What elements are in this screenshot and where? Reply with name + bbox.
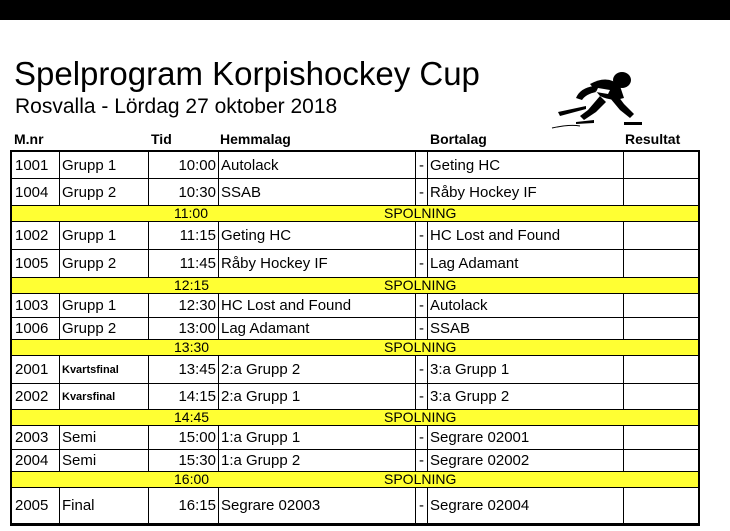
top-bar bbox=[0, 0, 730, 20]
break-time: 14:45 bbox=[174, 409, 210, 425]
break-row bbox=[12, 278, 698, 294]
header-result: Resultat bbox=[625, 131, 681, 147]
match-group: Kvarsfinal bbox=[60, 384, 149, 410]
result-cell bbox=[624, 222, 698, 250]
separator-dash: - bbox=[416, 356, 428, 384]
result-cell bbox=[624, 488, 698, 524]
match-number: 1002 bbox=[12, 222, 60, 250]
separator-dash: - bbox=[416, 318, 428, 340]
match-time: 11:15 bbox=[149, 222, 219, 250]
match-number: 2003 bbox=[12, 426, 60, 450]
match-number: 1006 bbox=[12, 318, 60, 340]
result-cell bbox=[624, 384, 698, 410]
break-label: SPOLNING bbox=[384, 277, 457, 293]
separator-dash: - bbox=[416, 450, 428, 472]
home-team: SSAB bbox=[219, 179, 416, 206]
match-group: Kvartsfinal bbox=[60, 356, 149, 384]
match-group: Grupp 2 bbox=[60, 179, 149, 206]
match-time: 15:30 bbox=[149, 450, 219, 472]
match-row bbox=[12, 152, 698, 179]
match-number: 2002 bbox=[12, 384, 60, 410]
match-time: 10:00 bbox=[149, 152, 219, 179]
hockey-player-icon bbox=[550, 66, 650, 130]
match-number: 2004 bbox=[12, 450, 60, 472]
separator-dash: - bbox=[416, 488, 428, 524]
match-row bbox=[12, 294, 698, 318]
result-cell bbox=[624, 152, 698, 179]
match-group: Grupp 1 bbox=[60, 152, 149, 179]
page-subtitle: Rosvalla - Lördag 27 oktober 2018 bbox=[15, 95, 338, 118]
match-row bbox=[12, 384, 698, 410]
away-team: Lag Adamant bbox=[428, 250, 624, 278]
separator-dash: - bbox=[416, 294, 428, 318]
match-group: Grupp 1 bbox=[60, 222, 149, 250]
away-team: Segrare 02001 bbox=[428, 426, 624, 450]
break-time: 16:00 bbox=[174, 471, 210, 487]
match-number: 2005 bbox=[12, 488, 60, 524]
away-team: SSAB bbox=[428, 318, 624, 340]
match-row bbox=[12, 450, 698, 472]
separator-dash: - bbox=[416, 426, 428, 450]
result-cell bbox=[624, 318, 698, 340]
result-cell bbox=[624, 450, 698, 472]
match-time: 11:45 bbox=[149, 250, 219, 278]
break-time: 11:00 bbox=[174, 205, 208, 221]
result-cell bbox=[624, 250, 698, 278]
away-team: Råby Hockey IF bbox=[428, 179, 624, 206]
separator-dash: - bbox=[416, 222, 428, 250]
home-team: Geting HC bbox=[219, 222, 416, 250]
separator-dash: - bbox=[416, 384, 428, 410]
match-row bbox=[12, 179, 698, 206]
match-time: 13:00 bbox=[149, 318, 219, 340]
match-number: 1001 bbox=[12, 152, 60, 179]
home-team: 1:a Grupp 2 bbox=[219, 450, 416, 472]
match-group: Semi bbox=[60, 426, 149, 450]
break-label: SPOLNING bbox=[384, 409, 457, 425]
away-team: 3:a Grupp 2 bbox=[428, 384, 624, 410]
match-number: 1004 bbox=[12, 179, 60, 206]
match-group: Grupp 2 bbox=[60, 318, 149, 340]
match-row bbox=[12, 426, 698, 450]
home-team: Lag Adamant bbox=[219, 318, 416, 340]
match-row bbox=[12, 222, 698, 250]
match-group: Grupp 2 bbox=[60, 250, 149, 278]
break-label: SPOLNING bbox=[384, 339, 457, 355]
away-team: Segrare 02002 bbox=[428, 450, 624, 472]
page-title: Spelprogram Korpishockey Cup bbox=[14, 55, 480, 92]
break-time: 12:15 bbox=[174, 277, 210, 293]
match-time: 15:00 bbox=[149, 426, 219, 450]
match-row bbox=[12, 488, 698, 524]
away-team: Autolack bbox=[428, 294, 624, 318]
home-team: HC Lost and Found bbox=[219, 294, 416, 318]
match-number: 1005 bbox=[12, 250, 60, 278]
home-team: Autolack bbox=[219, 152, 416, 179]
result-cell bbox=[624, 356, 698, 384]
match-group: Grupp 1 bbox=[60, 294, 149, 318]
match-time: 13:45 bbox=[149, 356, 219, 384]
match-time: 12:30 bbox=[149, 294, 219, 318]
away-team: Geting HC bbox=[428, 152, 624, 179]
match-time: 10:30 bbox=[149, 179, 219, 206]
away-team: 3:a Grupp 1 bbox=[428, 356, 624, 384]
match-row bbox=[12, 250, 698, 278]
home-team: 1:a Grupp 1 bbox=[219, 426, 416, 450]
match-row bbox=[12, 356, 698, 384]
header-tid: Tid bbox=[151, 131, 172, 147]
break-row bbox=[12, 206, 698, 222]
result-cell bbox=[624, 294, 698, 318]
break-row bbox=[12, 410, 698, 426]
header-home: Hemmalag bbox=[220, 131, 291, 147]
result-cell bbox=[624, 426, 698, 450]
match-group: Final bbox=[60, 488, 149, 524]
break-row bbox=[12, 340, 698, 356]
match-row bbox=[12, 318, 698, 340]
break-label: SPOLNING bbox=[384, 471, 457, 487]
home-team: 2:a Grupp 1 bbox=[219, 384, 416, 410]
home-team: Segrare 02003 bbox=[219, 488, 416, 524]
match-number: 2001 bbox=[12, 356, 60, 384]
separator-dash: - bbox=[416, 250, 428, 278]
home-team: 2:a Grupp 2 bbox=[219, 356, 416, 384]
away-team: Segrare 02004 bbox=[428, 488, 624, 524]
match-time: 14:15 bbox=[149, 384, 219, 410]
break-time: 13:30 bbox=[174, 339, 210, 355]
break-label: SPOLNING bbox=[384, 205, 457, 221]
schedule-table bbox=[10, 150, 700, 526]
separator-dash: - bbox=[416, 152, 428, 179]
separator-dash: - bbox=[416, 179, 428, 206]
header-nr: M.nr bbox=[14, 131, 44, 147]
header-away: Bortalag bbox=[430, 131, 487, 147]
home-team: Råby Hockey IF bbox=[219, 250, 416, 278]
match-time: 16:15 bbox=[149, 488, 219, 524]
result-cell bbox=[624, 179, 698, 206]
match-number: 1003 bbox=[12, 294, 60, 318]
match-group: Semi bbox=[60, 450, 149, 472]
away-team: HC Lost and Found bbox=[428, 222, 624, 250]
break-row bbox=[12, 472, 698, 488]
